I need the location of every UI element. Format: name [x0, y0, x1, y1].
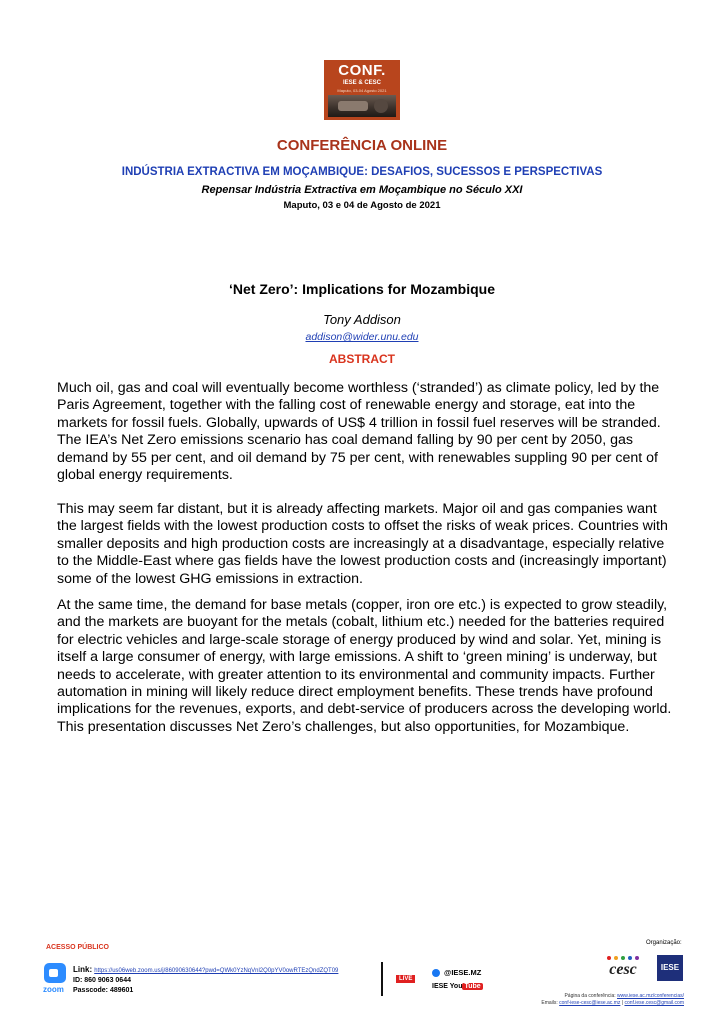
cesc-logo [601, 955, 645, 981]
conference-title: CONFERÊNCIA ONLINE [276, 137, 448, 154]
conference-subtheme: Repensar Indústria Extractiva em Moçambique no Século XXI [201, 184, 523, 196]
iese-logo-text: IESE [660, 963, 680, 972]
zoom-link[interactable]: https://us06web.zoom.us/j/86090630644?pwd=QWk0YzNqVnl2Q0pYV0owRTEzQndZQT09 [94, 968, 339, 974]
emails-line: Emails: conf-iese-cesc@iese.ac.mz | conf.iese.cesc@gmail.com [541, 1000, 684, 1006]
youtube-tube-label: Tube [464, 983, 481, 990]
abstract-paragraph-3: At the same time, the demand for base metals (copper, iron ore etc.) is expected to grow steadily, and the markets are buoyant for the metals (cobalt, lithium etc.) needed for the batteries required for electric vehicles and large-scale storage of energy produced by wind and solar. Yet, mining is itself a large consumer of energy, with large emissions. A shift to ‘green mining’ is underway, but needs to accelerate, with greater attention to its environmental and community impacts. Further automation in mining will likely reduce direct employment benefits. These trends have profound implications for the revenues, exports, and debt-service of producers across the developing world. This presentation discusses Net Zero’s challenges, but also opportunities, for Mozambique. [57, 597, 672, 735]
logo-photo [328, 95, 396, 117]
live-badge: LIVE [396, 975, 415, 983]
conference-page-link[interactable]: www.iese.ac.mz/conferencias/ [617, 993, 684, 999]
abstract-heading: ABSTRACT [329, 352, 395, 366]
link-label: Link: [73, 965, 93, 974]
abstract-paragraph-1: Much oil, gas and coal will eventually become worthless (‘stranded’) as climate policy, led by the Paris Agreement, together with the falling cost of renewable energy and storage, eat into the markets for fossil fuels. Globally, upwards of US$ 4 trillion in fossil fuel reserves will be stranded. The IEA’s Net Zero emissions scenario has coal demand falling by 90 per cent by 2050, gas demand by 55 per cent, and oil demand by 75 per cent, with renewables suppling 90 per cent of global energy requirements. [57, 380, 661, 484]
zoom-label: zoom [43, 985, 64, 994]
author-name: Tony Addison [323, 312, 401, 327]
author-email[interactable]: addison@wider.unu.edu [305, 331, 419, 343]
public-access-label: ACESSO PÚBLICO [46, 944, 110, 951]
facebook-handle[interactable]: @IESE.MZ [444, 968, 482, 977]
cesc-logo-text: cesc [609, 961, 637, 978]
footer-divider [381, 962, 383, 996]
conference-page-label: Página da conferência: [564, 993, 616, 999]
email-link-1[interactable]: conf-iese-cesc@iese.ac.mz [559, 1000, 621, 1006]
meeting-passcode: Passcode: 489601 [73, 987, 134, 994]
conference-logo [324, 60, 400, 120]
iese-logo [657, 955, 683, 981]
paper-title: ‘Net Zero’: Implications for Mozambique [228, 281, 496, 297]
emails-label: Emails: [541, 1000, 558, 1006]
meeting-id: ID: 860 9063 0644 [73, 977, 131, 984]
logo-small-text: Maputo, 03-04 Agosto 2021 [337, 88, 387, 93]
conference-page-line [564, 993, 684, 999]
abstract-paragraph-2: This may seem far distant, but it is already affecting markets. Major oil and gas companies want the largest fields with the lowest production costs to offset the risks of weak prices. Countries with smaller deposits and high production costs are increasingly at a disadvantage, especially relative to the Middle-East where gas fields have the lowest production costs and (increasingly important) some of the lowest GHG emissions in extraction. [57, 501, 668, 587]
organization-label: Organização: [646, 940, 682, 946]
conference-theme: INDÚSTRIA EXTRACTIVA EM MOÇAMBIQUE: DESAFIOS, SUCESSOS E PERSPECTIVAS [121, 166, 603, 178]
logo-title: CONF. [338, 62, 386, 79]
youtube-channel[interactable] [432, 983, 483, 990]
email-link-2[interactable]: conf.iese.cesc@gmail.com [624, 1000, 684, 1006]
zoom-icon [44, 963, 66, 983]
facebook-icon [432, 969, 440, 977]
youtube-prefix: IESE You [432, 983, 463, 990]
logo-subtitle: IESE & CESC [342, 80, 381, 86]
zoom-link-line [73, 965, 338, 974]
conference-date: Maputo, 03 e 04 de Agosto de 2021 [283, 200, 441, 211]
